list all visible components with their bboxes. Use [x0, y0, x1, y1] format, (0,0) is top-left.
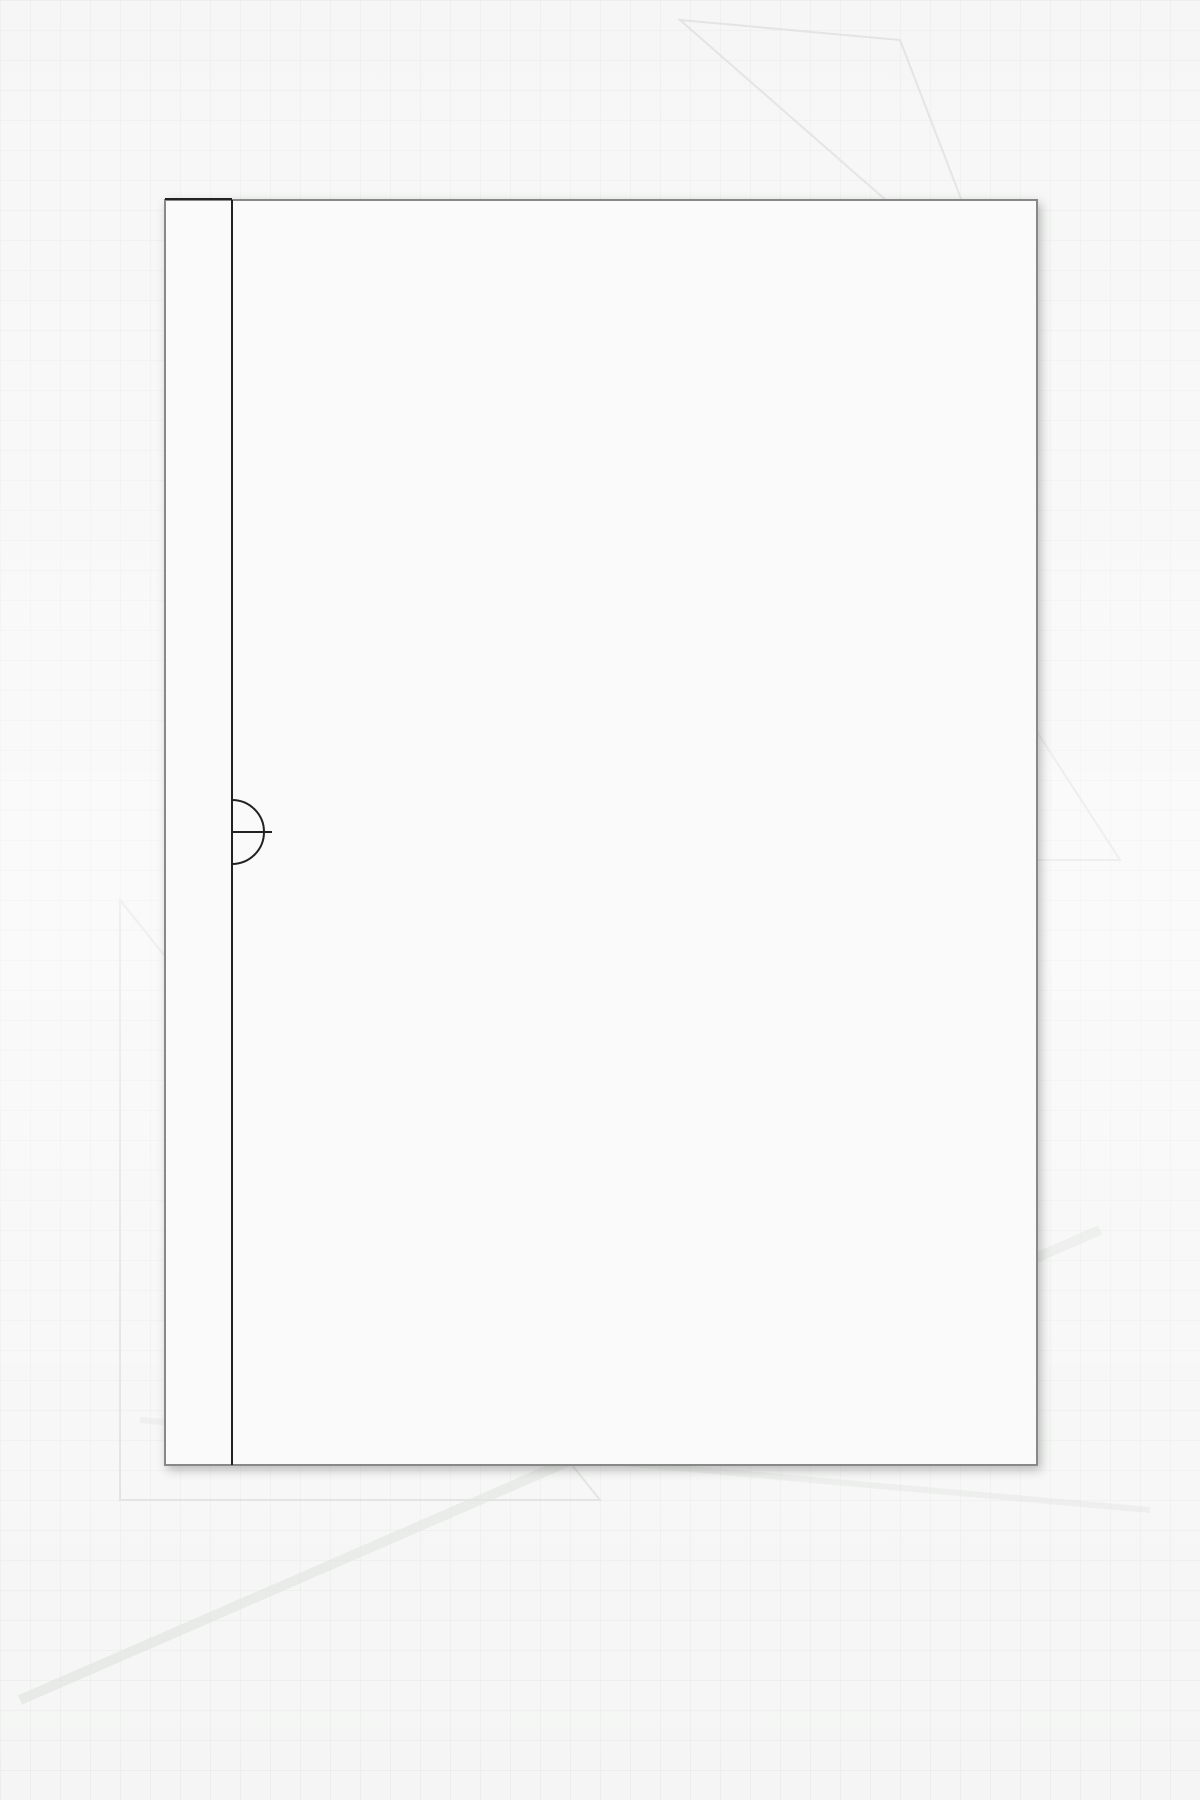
ruler-sheet — [165, 200, 1037, 1465]
